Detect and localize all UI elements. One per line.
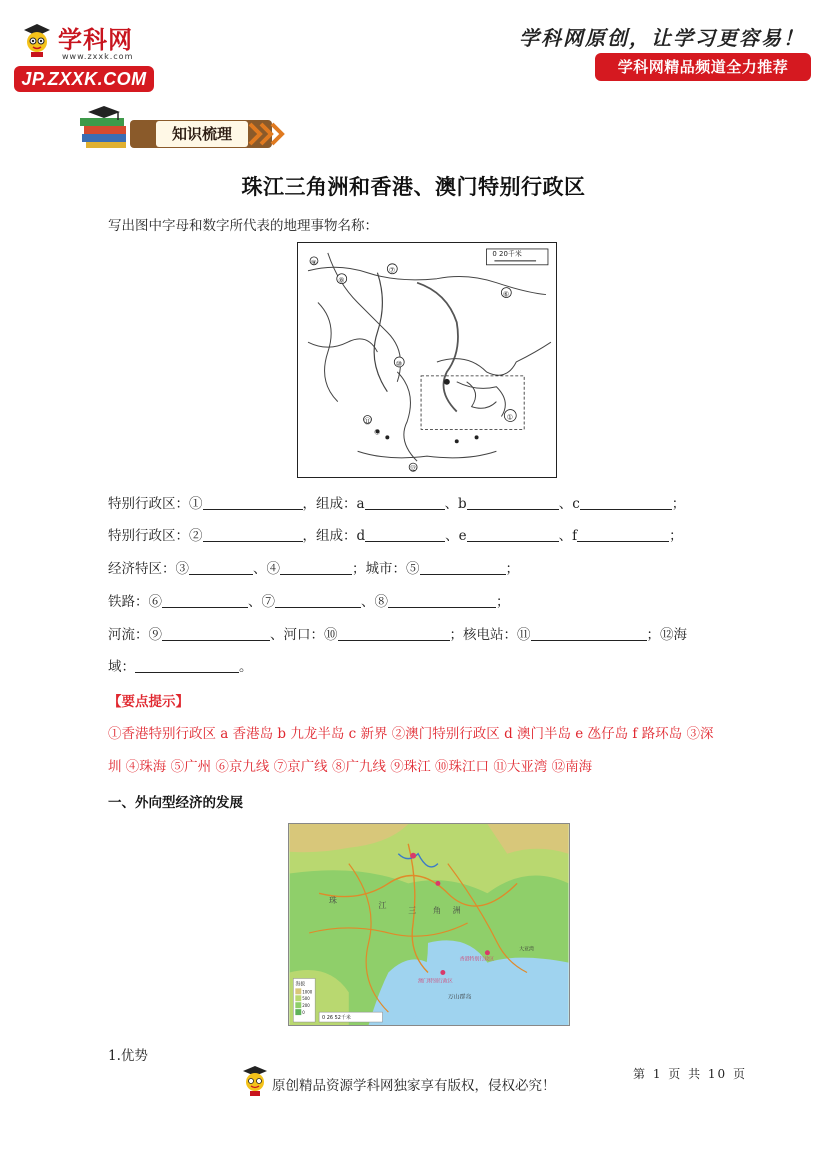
- q1-b: 、b: [444, 496, 467, 512]
- map2-legend-0: 1000: [302, 989, 313, 995]
- footer: [240, 1064, 640, 1100]
- answer-blank[interactable]: [467, 528, 559, 542]
- answer-blank[interactable]: [577, 528, 669, 542]
- question-sez: [108, 557, 519, 577]
- answer-blank[interactable]: [388, 594, 496, 608]
- page-title: 珠江三角洲和香港、澳门特别行政区: [241, 175, 586, 199]
- map2-legend-title: 海拔: [295, 981, 306, 988]
- q5-mouth: 、河口：⑩: [270, 627, 338, 643]
- slogan: 学科网原创，让学习更容易！: [519, 26, 805, 50]
- map2-label-3: 角: [432, 906, 441, 916]
- map1-marker: ⑨: [310, 258, 317, 267]
- slogan-badge[interactable]: 学科网精品频道全力推荐: [595, 53, 811, 81]
- copyright-notice: 原创精品资源学科网独家享有版权，侵权必究！: [272, 1078, 556, 1094]
- question-sea: [108, 655, 253, 675]
- map1-marker: ⑥: [502, 290, 510, 299]
- page-number: 第 1 页 共 10 页: [633, 1067, 747, 1081]
- q1-prefix: 特别行政区：①: [108, 496, 203, 512]
- question-river: [108, 623, 687, 643]
- answer-blank[interactable]: [162, 627, 270, 641]
- map2-scale-label: 0 26 52千米: [322, 1015, 351, 1022]
- section-banner: [78, 100, 290, 152]
- q1-c: 、c: [558, 496, 580, 512]
- map1-marker: ①: [506, 413, 514, 422]
- q3-city: ；城市：⑤: [352, 561, 420, 577]
- map1-marker: ⑪: [364, 417, 371, 426]
- map2-legend-1: 500: [302, 996, 310, 1002]
- map1-scale-label: 0 20千米: [492, 249, 522, 258]
- map2-label-4: 洲: [452, 906, 461, 916]
- question-macao: [108, 524, 683, 544]
- banner-label: 知识梳理: [156, 121, 248, 147]
- answer-blank[interactable]: [365, 528, 445, 542]
- q2-prefix: 特别行政区：②: [108, 528, 203, 544]
- answer-blank[interactable]: [365, 496, 445, 510]
- mascot-icon: [240, 1064, 270, 1098]
- map2-label-0: 珠: [328, 896, 337, 906]
- hint-line-2: 圳 ④珠海 ⑤广州 ⑥京九线 ⑦京广线 ⑧广九线 ⑨珠江 ⑩珠江口 ⑪大亚湾 ⑫南海: [108, 759, 593, 775]
- mascot-icon: [20, 22, 54, 58]
- q4-end: ；: [496, 594, 510, 610]
- answer-blank[interactable]: [580, 496, 672, 510]
- answer-blank[interactable]: [189, 561, 253, 575]
- hint-title: 【要点提示】: [108, 694, 189, 710]
- q5-prefix: 河流：⑨: [108, 627, 162, 643]
- answer-blank[interactable]: [135, 659, 239, 673]
- q1-mid: ，组成：a: [302, 496, 365, 512]
- q2-end: ；: [669, 528, 683, 544]
- map1-marker: ⑧: [338, 276, 345, 285]
- q3-end: ；: [505, 561, 519, 577]
- answer-blank[interactable]: [467, 496, 559, 510]
- logo-text: 学科网: [58, 26, 133, 54]
- pearl-delta-outline-map: [297, 242, 557, 478]
- map2-label-7: 大亚湾: [519, 946, 534, 953]
- map1-marker: ④: [373, 428, 381, 437]
- logo-url: www.zxxk.com: [62, 52, 134, 61]
- section-heading: 一、外向型经济的发展: [108, 795, 243, 811]
- chevron-right-icon: [248, 120, 288, 148]
- question-hk: [108, 492, 685, 512]
- answer-blank[interactable]: [203, 496, 303, 510]
- map2-legend-3: 0: [302, 1010, 305, 1016]
- q6-prefix: 域：: [108, 659, 135, 675]
- q3-prefix: 经济特区：③: [108, 561, 189, 577]
- q2-f: 、f: [558, 528, 578, 544]
- advantage-heading: 1.优势: [108, 1048, 148, 1064]
- intro-text: 写出图中字母和数字所代表的地理事物名称：: [108, 218, 378, 234]
- q5-sea: ；⑫海: [646, 627, 687, 643]
- hint-line-1: ①香港特别行政区 a 香港岛 b 九龙半岛 c 新界 ②澳门特别行政区 d 澳门半岛 e 氹仔岛 f 路环岛 ③深: [108, 726, 714, 742]
- map1-marker: ⑫: [409, 465, 417, 474]
- answer-blank[interactable]: [338, 627, 450, 641]
- pearl-delta-terrain-map: [288, 823, 570, 1026]
- q4-sep2: 、⑧: [361, 594, 388, 610]
- answer-blank[interactable]: [280, 561, 352, 575]
- map2-label-1: 江: [378, 901, 387, 911]
- q2-e: 、e: [445, 528, 467, 544]
- map1-marker: ⑩: [395, 359, 403, 368]
- answer-blank[interactable]: [420, 561, 506, 575]
- q6-end: 。: [239, 659, 253, 675]
- map2-label-6: 澳门特别行政区: [418, 978, 453, 985]
- logo-badge[interactable]: JP.ZXXK.COM: [14, 66, 154, 92]
- q3-sep1: 、④: [253, 561, 280, 577]
- q4-prefix: 铁路：⑥: [108, 594, 162, 610]
- map2-legend-2: 200: [302, 1003, 310, 1009]
- q4-sep1: 、⑦: [248, 594, 275, 610]
- map2-label-5: 香港特别行政区: [459, 956, 495, 963]
- q5-nuclear: ；核电站：⑪: [449, 627, 531, 643]
- question-railway: [108, 590, 510, 610]
- q2-mid: ，组成：d: [302, 528, 366, 544]
- site-logo[interactable]: [14, 14, 174, 89]
- answer-blank[interactable]: [203, 528, 303, 542]
- answer-blank[interactable]: [275, 594, 361, 608]
- q1-end: ；: [671, 496, 686, 512]
- answer-blank[interactable]: [162, 594, 248, 608]
- map2-label-2: 三: [408, 906, 417, 916]
- books-icon: [78, 104, 138, 150]
- map1-marker: ⑦: [388, 266, 396, 275]
- map2-label-8: 万山群岛: [447, 993, 472, 1001]
- answer-blank[interactable]: [531, 627, 647, 641]
